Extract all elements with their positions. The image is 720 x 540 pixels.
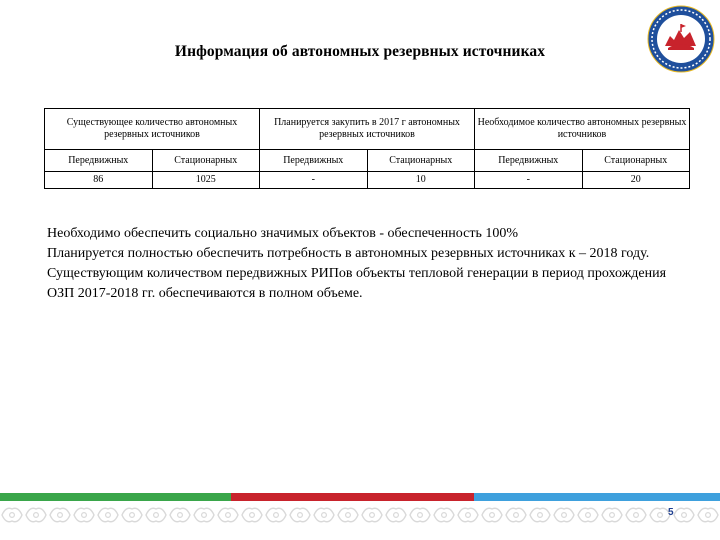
stripe-green [0, 493, 231, 501]
paragraph: Необходимо обеспечить социально значимых объектов - обеспеченность 100% [47, 226, 519, 241]
table-row [45, 172, 690, 189]
value-required-stationary: 20 [582, 172, 690, 189]
paragraph: Планируется полностью обеспечить потребность в автономных резервных источниках к – 2018 году. [47, 246, 650, 261]
footer-color-stripe [0, 493, 720, 501]
table-group-header-row [45, 109, 690, 150]
stripe-blue [474, 493, 720, 501]
paragraph: Существующим количеством передвижных РИПов объекты тепловой генерации в период прохождения ОЗП 2017-2018 гг. обеспечиваются в полном объеме. [47, 266, 667, 301]
stripe-red [231, 493, 474, 501]
footer-ornament [0, 503, 720, 527]
subheader-stationary: Стационарных [152, 150, 260, 172]
header-planned: Планируется закупить в 2017 г автономных резервных источников [260, 109, 475, 150]
subheader-mobile: Передвижных [475, 150, 583, 172]
page-number: 5 [668, 507, 674, 518]
value-planned-mobile: - [260, 172, 368, 189]
subheader-mobile: Передвижных [45, 150, 153, 172]
body-text [47, 224, 687, 304]
subheader-mobile: Передвижных [260, 150, 368, 172]
subheader-stationary: Стационарных [367, 150, 475, 172]
coat-of-arms-emblem [646, 4, 716, 74]
table-subheader-row [45, 150, 690, 172]
subheader-stationary: Стационарных [582, 150, 690, 172]
header-existing: Существующее количество автономных резервных источников [45, 109, 260, 150]
value-existing-mobile: 86 [45, 172, 153, 189]
value-planned-stationary: 10 [367, 172, 475, 189]
page-title: Информация об автономных резервных источниках [174, 43, 546, 60]
header-required: Необходимое количество автономных резервных источников [475, 109, 690, 150]
sources-table [44, 108, 690, 189]
value-existing-stationary: 1025 [152, 172, 260, 189]
value-required-mobile: - [475, 172, 583, 189]
